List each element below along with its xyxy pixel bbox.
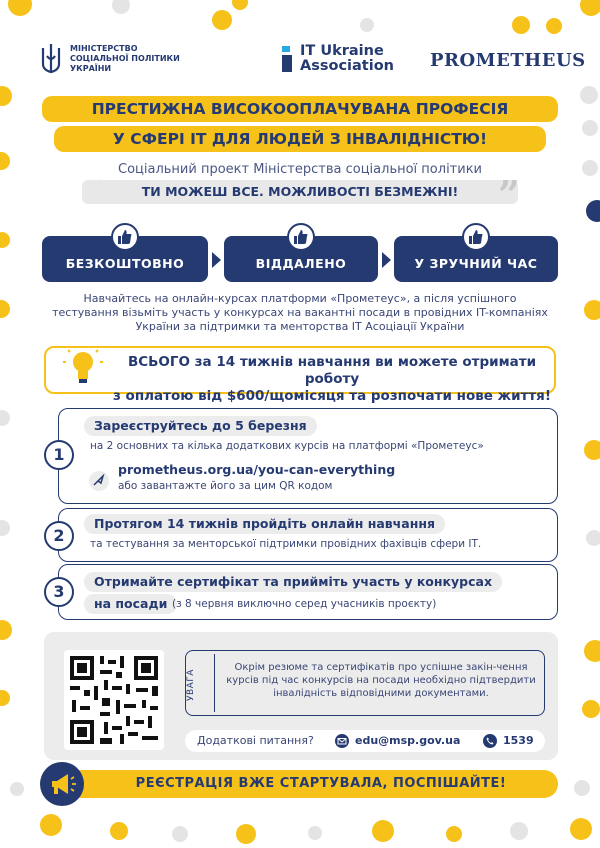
step-2-title: Протягом 14 тижнів пройдіть онлайн навчання [84, 514, 445, 534]
step-2-text: та тестування за менторської підтримки провідних фахівців сфери ІТ. [90, 538, 482, 550]
trident-icon [40, 42, 62, 76]
step-3-title: Отримайте сертифікат та прийміть участь у конкурсах [84, 572, 502, 592]
email-icon [335, 734, 349, 748]
step-1-title: Зареєструйтесь до 5 березня [84, 416, 317, 436]
quote-close-icon: ” [498, 172, 520, 217]
feature-convenient-time [394, 236, 558, 282]
description: Навчайтесь на онлайн-курсах платформи «Прометеус», а після успішного тестування візьміть участь у конкурсах на вакантні посади в провідних IT-компаніях України за підтримки та менторства IT Асоціації України [52, 292, 548, 333]
title-banner-2: У СФЕРІ ІТ ДЛЯ ЛЮДЕЙ З ІНВАЛІДНІСТЮ! [54, 126, 546, 152]
qr-code[interactable] [64, 650, 164, 750]
contacts-bar [185, 730, 545, 752]
itua-mark-icon [280, 44, 294, 74]
total-line-1: ВСЬОГО за 14 тижнів навчання ви можете отримати роботу [127, 354, 537, 387]
thumbs-up-icon [111, 223, 139, 251]
notice-label: УВАГА [186, 669, 196, 701]
step-number: 2 [44, 521, 74, 551]
total-text [108, 354, 556, 405]
arrow-icon [382, 252, 391, 268]
registration-link[interactable]: prometheus.org.ua/you-can-everything [118, 462, 396, 477]
step-3-title-cont: на посади [84, 594, 177, 614]
contact-email[interactable]: edu@msp.gov.ua [355, 734, 461, 747]
thumbs-up-icon [462, 223, 490, 251]
contact-phone[interactable]: 1539 [503, 734, 534, 747]
prometheus-logo: PROMETHEUS [430, 50, 586, 71]
itua-logo [280, 44, 394, 74]
step-number: 1 [44, 440, 74, 470]
registration-banner: РЕЄСТРАЦІЯ ВЖЕ СТАРТУВАЛА, ПОСПІШАЙТЕ! [44, 770, 558, 798]
logo-row [0, 40, 600, 82]
step-3-text: (з 8 червня виключно серед учасників проєкту) [172, 598, 437, 610]
notice-divider [214, 654, 215, 712]
cursor-icon [88, 470, 110, 492]
step-1-text: на 2 основних та кілька додаткових курсів на платформі «Прометеус» [90, 440, 484, 452]
total-line-2: з оплатою від $600/щомісяця та розпочати нове життя! [113, 388, 551, 404]
lightbulb-icon [62, 346, 104, 388]
ministry-name: МІНІСТЕРСТВО СОЦІАЛЬНОЇ ПОЛІТИКИ УКРАЇНИ [70, 44, 180, 73]
step-1-link-note: або завантажте його за цим QR кодом [118, 480, 333, 492]
itua-name-line1: IT Ukraine [300, 43, 384, 59]
slogan: ТИ МОЖЕШ ВСЕ. МОЖЛИВОСТІ БЕЗМЕЖНІ! [82, 180, 518, 204]
arrow-icon [212, 252, 221, 268]
phone-icon [483, 734, 497, 748]
itua-name-line2: Association [300, 58, 394, 74]
feature-label: ВІДДАЛЕНО [255, 256, 347, 271]
thumbs-up-icon [287, 223, 315, 251]
title-banner-1: ПРЕСТИЖНА ВИСОКООПЛАЧУВАНА ПРОФЕСІЯ [42, 96, 558, 122]
feature-remote [224, 236, 378, 282]
step-number: 3 [44, 577, 74, 607]
feature-label: БЕЗКОШТОВНО [65, 256, 185, 271]
notice-text: Окрім резюме та сертифікатів про успішне закін-чення курсів під час конкурсів на посади необхідно підтвердити інвалідність відповідними документами. [226, 662, 536, 699]
subtitle: Соціальний проект Міністерства соціальної політики [118, 162, 482, 177]
feature-free [42, 236, 208, 282]
contacts-question: Додаткові питання? [197, 734, 314, 747]
megaphone-icon [40, 762, 84, 806]
feature-label: У ЗРУЧНИЙ ЧАС [414, 256, 538, 271]
ministry-logo [40, 42, 190, 76]
